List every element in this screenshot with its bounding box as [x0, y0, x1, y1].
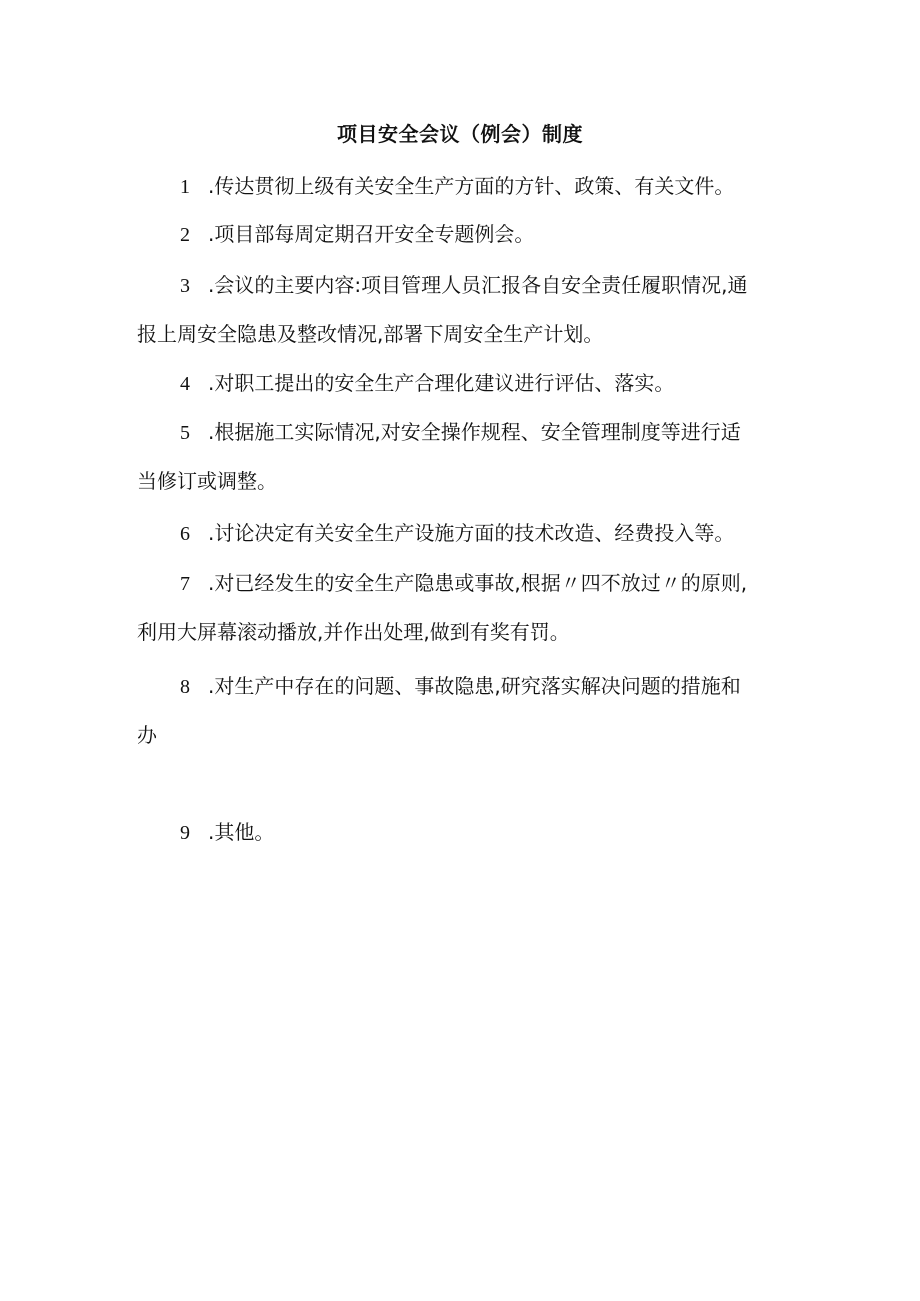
list-item-2 — [137, 210, 787, 259]
list-item-4 — [137, 359, 787, 408]
item-number: 7 — [180, 573, 190, 595]
item-text: .对职工提出的安全生产合理化建议进行评估、落实。 — [208, 371, 675, 395]
list-item-9 — [137, 808, 787, 857]
item-number: 3 — [180, 275, 190, 297]
item-number: 9 — [180, 822, 190, 844]
item-number: 2 — [180, 224, 190, 246]
item-number: 8 — [180, 676, 190, 698]
item-continuation: 利用大屏幕滚动播放,并作出处理,做到有奖有罚。 — [137, 620, 570, 644]
list-item-5 — [137, 408, 787, 505]
item-number: 4 — [180, 373, 190, 395]
item-continuation: 当修订或调整。 — [137, 469, 277, 493]
document-title: 项目安全会议（例会）制度 — [337, 122, 583, 146]
item-number: 1 — [180, 176, 190, 198]
item-text: .会议的主要内容:项目管理人员汇报各自安全责任履职情况,通 — [208, 273, 748, 297]
list-item-6 — [137, 509, 787, 558]
list-item-3 — [137, 261, 787, 358]
item-text: .项目部每周定期召开安全专题例会。 — [208, 222, 535, 246]
item-number: 5 — [180, 422, 190, 444]
item-continuation: 办 — [137, 723, 157, 747]
item-continuation: 报上周安全隐患及整改情况,部署下周安全生产计划。 — [137, 322, 604, 346]
item-text: .对已经发生的安全生产隐患或事故,根据〃四不放过〃的原则, — [208, 571, 748, 595]
list-item-8 — [137, 662, 787, 759]
item-text: .对生产中存在的问题、事故隐患,研究落实解决问题的措施和 — [208, 674, 741, 698]
list-item-7 — [137, 559, 787, 656]
item-text: .讨论决定有关安全生产设施方面的技术改造、经费投入等。 — [208, 521, 735, 545]
item-text: .传达贯彻上级有关安全生产方面的方针、政策、有关文件。 — [208, 174, 735, 198]
item-number: 6 — [180, 523, 190, 545]
list-item-1 — [137, 162, 787, 211]
item-text: .根据施工实际情况,对安全操作规程、安全管理制度等进行适 — [208, 420, 741, 444]
item-text: .其他。 — [208, 820, 275, 844]
